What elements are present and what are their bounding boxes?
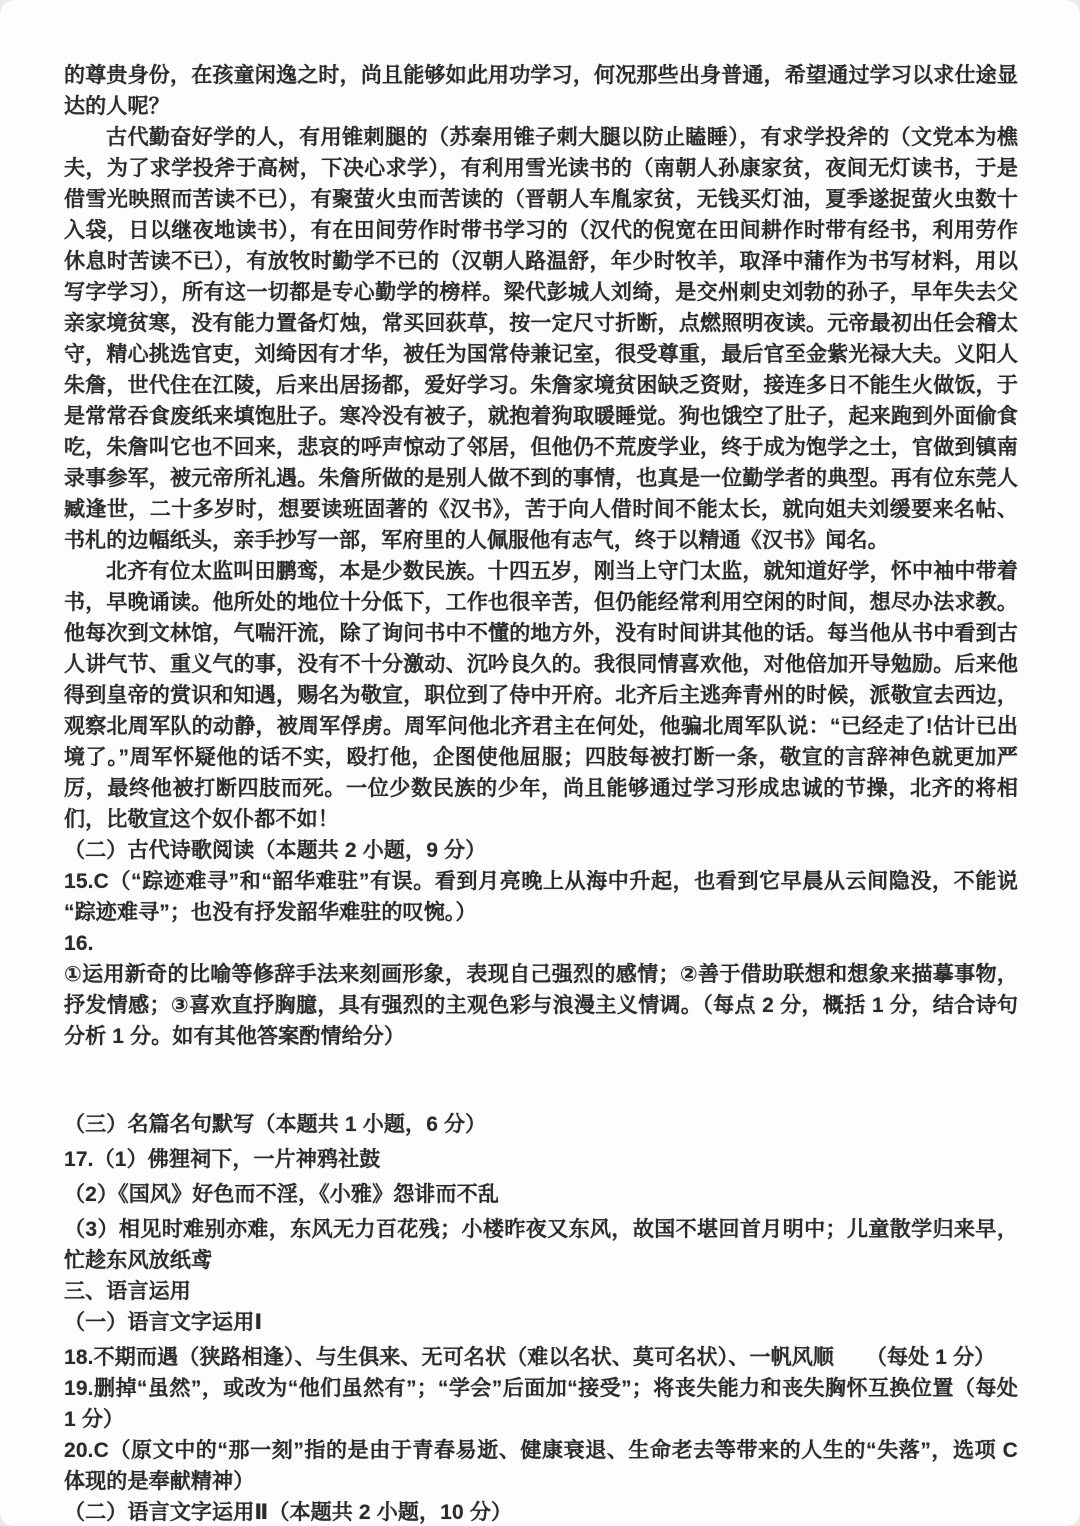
answer-17-3: （3）相见时难别亦难，东风无力百花残；小楼昨夜又东风，故国不堪回首月明中；儿童散学归来早，忙趁东风放纸鸢 [64,1218,1018,1272]
body-paragraph-tian-pengluan: 北齐有位太监叫田鹏鸾，本是少数民族。十四五岁，刚当上守门太监，就知道好学，怀中袖中带着书，早晚诵读。他所处的地位十分低下，工作也很辛苦，但仍能经常利用空闲的时间，想尽办法求教。他每次到文林馆，气喘汗流，除了询问书中不懂的地方外，没有时间讲其他的话。每当他从书中看到古人讲气节、重义气的事，没有不十分激动、沉吟良久的。我很同情喜欢他，对他倍加开导勉励。后来他得到皇帝的赏识和知遇，赐名为敬宣，职位到了侍中开府。北齐后主逃奔青州的时候，派敬宣去西边，观察北周军队的动静，被周军俘虏。周军问他北齐君主在何处，他骗北周军队说：“已经走了!估计已出境了。”周军怀疑他的话不实，殴打他，企图使他屈服；四肢每被打断一条，敬宣的言辞神色就更加严厉，最终他被打断四肢而死。一位少数民族的少年，尚且能够通过学习形成忠诚的节操，北齐的将相们，比敬宣这个奴仆都不如！ [64,560,1018,831]
body-continuation-top: 的尊贵身份，在孩童闲逸之时，尚且能够如此用功学习，何况那些出身普通，希望通过学习以求仕途显达的人呢？ [64,64,1018,118]
answer-16-content: ①运用新奇的比喻等修辞手法来刻画形象，表现自己强烈的感情；②善于借助联想和想象来描摹事物，抒发情感；③喜欢直抒胸臆，具有强烈的主观色彩与浪漫主义情调。（每点 2 分，概括 1 分，结合诗句分析 1 分。如有其他答案酌情给分） [64,963,1018,1048]
answer-15: 15.C（“踪迹难寻”和“韶华难驻”有误。看到月亮晚上从海中升起，也看到它早晨从云间隐没，不能说“踪迹难寻”；也没有抒发韶华难驻的叹惋。） [64,870,1018,924]
answer-17-2: （2）《国风》好色而不淫，《小雅》怨诽而不乱 [64,1183,499,1206]
section-heading-language-use: 三、语言运用 [64,1280,191,1303]
answer-17-1: 17.（1）佛狸祠下，一片神鸦社鼓 [64,1148,381,1171]
answer-19: 19.删掉“虽然”，或改为“他们虽然有”；“学会”后面加“接受”；将丧失能力和丧失胸怀互换位置（每处 1 分） [64,1377,1018,1431]
answer-18: 18.不期而遇（狭路相逢）、与生俱来、无可名状（难以名状、莫可名状）、一帆风顺 （每处 1 分） [64,1346,996,1369]
body-paragraph-ancient-diligent-learners: 古代勤奋好学的人，有用锥刺腿的（苏秦用锥子刺大腿以防止瞌睡），有求学投斧的（文党本为樵夫，为了求学投斧于高树，下决心求学），有利用雪光读书的（南朝人孙康家贫，夜间无灯读书，于是借雪光映照而苦读不已），有聚萤火虫而苦读的（晋朝人车胤家贫，无钱买灯油，夏季遂捉萤火虫数十入袋，日以继夜地读书），有在田间劳作时带书学习的（汉代的倪宽在田间耕作时带有经书，利用劳作休息时苦读不已），有放牧时勤学不已的（汉朝人路温舒，年少时牧羊，取泽中蒲作为书写材料，用以写字学习），所有这一切都是专心勤学的榜样。梁代彭城人刘绮，是交州刺史刘勃的孙子，早年失去父亲家境贫寒，没有能力置备灯烛，常买回荻草，按一定尺寸折断，点燃照明夜读。元帝最初出任会稽太守，精心挑选官吏，刘绮因有才华，被任为国常侍兼记室，很受尊重，最后官至金紫光禄大夫。义阳人朱詹，世代住在江陵，后来出居扬都，爱好学习。朱詹家境贫困缺乏资财，接连多日不能生火做饭，于是常常吞食废纸来填饱肚子。寒冷没有被子，就抱着狗取暖睡觉。狗也饿空了肚子，起来跑到外面偷食吃，朱詹叫它也不回来，悲哀的呼声惊动了邻居，但他仍不荒废学业，终于成为饱学之士，官做到镇南录事参军，被元帝所礼遇。朱詹所做的是别人做不到的事情，也真是一位勤学者的典型。再有位东莞人臧逢世，二十多岁时，想要读班固著的《汉书》，苦于向人借时间不能太长，就向姐夫刘缓要来名帖、书札的边幅纸头，亲手抄写一部，军府里的人佩服他有志气，终于以精通《汉书》闻名。 [64,126,1018,552]
section-heading-poetry-reading: （二）古代诗歌阅读（本题共 2 小题，9 分） [64,839,487,862]
section-heading-famous-passages: （三）名篇名句默写（本题共 1 小题，6 分） [64,1113,487,1136]
section-heading-language-use-1: （一）语言文字运用Ⅰ [64,1311,263,1334]
answer-20: 20.C（原文中的“那一刻”指的是由于青春易逝、健康衰退、生命老去等带来的人生的“失落”，选项 C 体现的是奉献精神） [64,1439,1018,1493]
answer-16-number: 16. [64,932,94,955]
section-heading-language-use-2: （二）语言文字运用Ⅱ（本题共 2 小题，10 分） [64,1501,513,1524]
